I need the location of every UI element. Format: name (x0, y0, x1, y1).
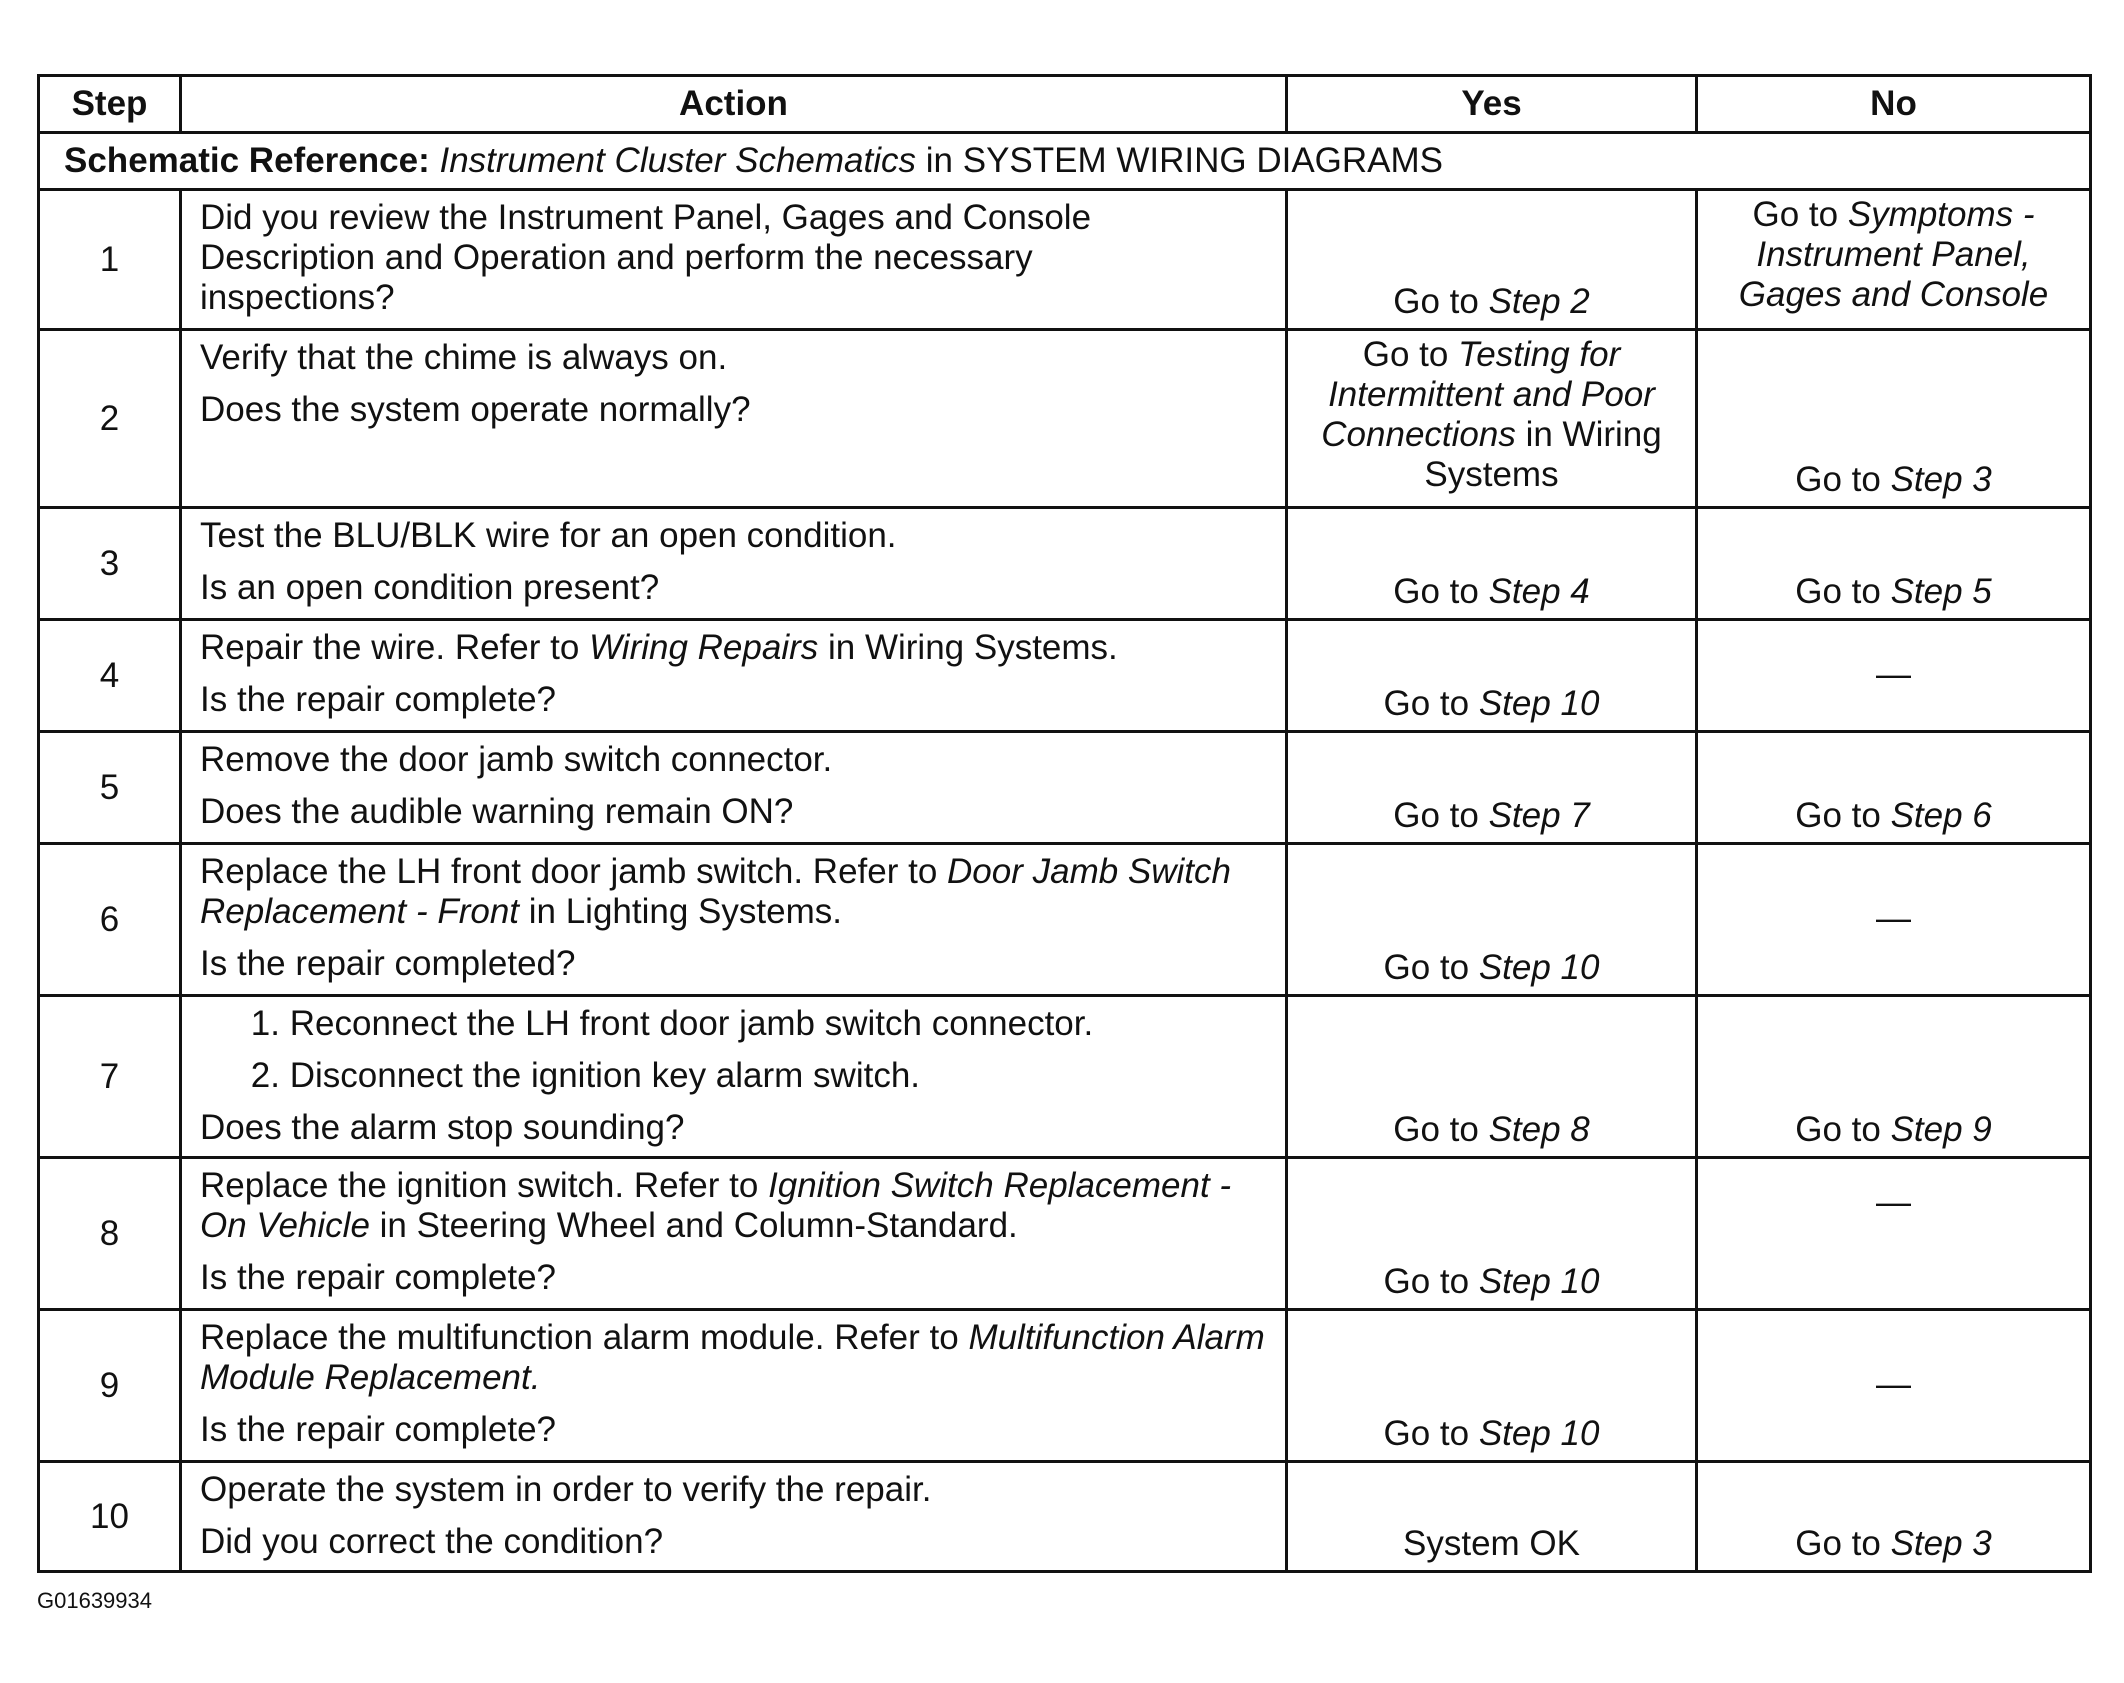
step-number: 10 (39, 1462, 181, 1572)
step-number: 7 (39, 996, 181, 1158)
action-text-part: in Wiring Systems. (818, 628, 1118, 667)
schematic-reference-row (39, 133, 2091, 190)
action-text (200, 1318, 1275, 1398)
yes-prefix: Go to (1393, 572, 1489, 611)
yes-link: Step 10 (1478, 684, 1600, 723)
action-cell (181, 996, 1287, 1158)
action-cell (181, 508, 1287, 620)
no-link: Step 3 (1890, 1524, 1992, 1563)
no-prefix: Go to (1795, 1110, 1891, 1149)
yes-link: Step 10 (1478, 1262, 1600, 1301)
no-cell: — (1697, 620, 2091, 732)
action-reference: Ignition Switch Replacement - On Vehicle (200, 1166, 1232, 1245)
action-text-part: Replace the LH front door jamb switch. Refer to (200, 852, 948, 891)
diagnostic-table (37, 74, 2092, 1573)
yes-cell (1287, 190, 1697, 330)
yes-prefix: Go to (1362, 335, 1459, 374)
action-reference: Multifunction Alarm Module Replacement. (200, 1318, 1265, 1397)
list-number: 1. (250, 1004, 280, 1043)
yes-prefix: Go to (1383, 684, 1479, 723)
yes-link: Step 10 (1478, 1414, 1600, 1453)
table-row (39, 1462, 2091, 1572)
action-text-part: Repair the wire. Refer to (200, 628, 590, 667)
figure-id: G01639934 (37, 1588, 152, 1613)
no-cell (1697, 732, 2091, 844)
action-question: Is the repair complete? (200, 1258, 557, 1297)
action-cell (181, 1462, 1287, 1572)
table-row (39, 330, 2091, 508)
action-question: Is the repair complete? (200, 680, 557, 719)
schematic-reference (39, 133, 2091, 190)
yes-prefix: Go to (1383, 1262, 1479, 1301)
list-text: Disconnect the ignition key alarm switch. (289, 1056, 921, 1095)
table-row (39, 508, 2091, 620)
no-cell (1697, 190, 2091, 330)
table-row (39, 620, 2091, 732)
action-cell (181, 620, 1287, 732)
yes-cell (1287, 844, 1697, 996)
step-number: 6 (39, 844, 181, 996)
step-number: 2 (39, 330, 181, 508)
table-row (39, 844, 2091, 996)
step-number: 4 (39, 620, 181, 732)
no-cell: — (1697, 1158, 2091, 1310)
table-row (39, 1158, 2091, 1310)
yes-prefix: Go to (1393, 1110, 1489, 1149)
header-yes: Yes (1287, 76, 1697, 133)
action-reference: Wiring Repairs (589, 628, 819, 667)
yes-cell (1287, 1310, 1697, 1462)
action-question: Is the repair completed? (200, 944, 576, 983)
action-question: Does the alarm stop sounding? (200, 1108, 685, 1147)
yes-link: Step 8 (1488, 1110, 1590, 1149)
action-cell (181, 190, 1287, 330)
action-text: Test the BLU/BLK wire for an open condition. (200, 516, 897, 555)
table-row (39, 190, 2091, 330)
step-number: 1 (39, 190, 181, 330)
yes-suffix: in Wiring Systems (1424, 415, 1662, 494)
list-item (200, 1004, 1275, 1044)
action-question: Does the system operate normally? (200, 390, 751, 429)
yes-cell (1287, 996, 1697, 1158)
no-link: Step 3 (1890, 460, 1992, 499)
action-cell (181, 330, 1287, 508)
yes-link: Testing for Intermittent and Poor Connections (1321, 335, 1655, 454)
action-text-part: Replace the ignition switch. Refer to (200, 1166, 769, 1205)
action-text-part: Replace the multifunction alarm module. Refer to (200, 1318, 969, 1357)
step-number: 9 (39, 1310, 181, 1462)
yes-prefix: Go to (1383, 1414, 1479, 1453)
no-link: Step 5 (1890, 572, 1992, 611)
table-row (39, 1310, 2091, 1462)
yes-link: Step 10 (1478, 948, 1600, 987)
yes-prefix: Go to (1383, 948, 1479, 987)
action-cell (181, 1310, 1287, 1462)
yes-cell: System OK (1287, 1462, 1697, 1572)
yes-prefix: Go to (1393, 796, 1489, 835)
yes-cell (1287, 732, 1697, 844)
no-cell (1697, 996, 2091, 1158)
no-cell (1697, 508, 2091, 620)
yes-link: Step 2 (1488, 282, 1590, 321)
header-action: Action (181, 76, 1287, 133)
yes-cell (1287, 508, 1697, 620)
action-text: Operate the system in order to verify the repair. (200, 1470, 932, 1509)
list-item (200, 1056, 1275, 1096)
no-prefix: Go to (1795, 460, 1891, 499)
action-cell (181, 1158, 1287, 1310)
action-text: Verify that the chime is always on. (200, 338, 728, 377)
no-cell: — (1697, 844, 2091, 996)
schematic-reference-suffix: in SYSTEM WIRING DIAGRAMS (916, 141, 1444, 180)
action-question: Did you correct the condition? (200, 1522, 664, 1561)
header-no: No (1697, 76, 2091, 133)
no-prefix: Go to (1795, 1524, 1891, 1563)
header-step: Step (39, 76, 181, 133)
action-cell (181, 732, 1287, 844)
no-prefix: Go to (1795, 796, 1891, 835)
no-link: Step 9 (1890, 1110, 1992, 1149)
yes-cell (1287, 620, 1697, 732)
no-link: Symptoms - Instrument Panel, Gages and Console (1738, 195, 2049, 314)
no-link: Step 6 (1890, 796, 1992, 835)
list-text: Reconnect the LH front door jamb switch connector. (289, 1004, 1094, 1043)
action-text-part: in Steering Wheel and Column-Standard. (369, 1206, 1018, 1245)
action-text-part: in Lighting Systems. (519, 892, 842, 931)
yes-cell (1287, 1158, 1697, 1310)
step-number: 5 (39, 732, 181, 844)
action-text: Remove the door jamb switch connector. (200, 740, 833, 779)
table-row (39, 996, 2091, 1158)
yes-cell (1287, 330, 1697, 508)
action-question: Is the repair complete? (200, 1410, 557, 1449)
step-number: 8 (39, 1158, 181, 1310)
yes-link: Step 4 (1488, 572, 1590, 611)
yes-link: Step 7 (1488, 796, 1590, 835)
no-prefix: Go to (1795, 572, 1891, 611)
action-question: Does the audible warning remain ON? (200, 792, 794, 831)
table-row (39, 732, 2091, 844)
action-text (200, 628, 1275, 668)
action-cell (181, 844, 1287, 996)
schematic-reference-doc: Instrument Cluster Schematics (439, 141, 917, 180)
action-text (200, 852, 1275, 932)
schematic-reference-label: Schematic Reference: (64, 141, 430, 180)
list-number: 2. (250, 1056, 280, 1095)
no-prefix: Go to (1752, 195, 1848, 234)
no-cell (1697, 1462, 2091, 1572)
no-cell: — (1697, 1310, 2091, 1462)
yes-prefix: Go to (1393, 282, 1489, 321)
no-cell (1697, 330, 2091, 508)
action-text: Did you review the Instrument Panel, Gages and Console Description and Operation and perform the necessary inspections? (200, 198, 1092, 317)
header-row (39, 76, 2091, 133)
action-reference: Door Jamb Switch Replacement - Front (200, 852, 1231, 931)
action-question: Is an open condition present? (200, 568, 660, 607)
step-number: 3 (39, 508, 181, 620)
action-text (200, 1166, 1275, 1246)
